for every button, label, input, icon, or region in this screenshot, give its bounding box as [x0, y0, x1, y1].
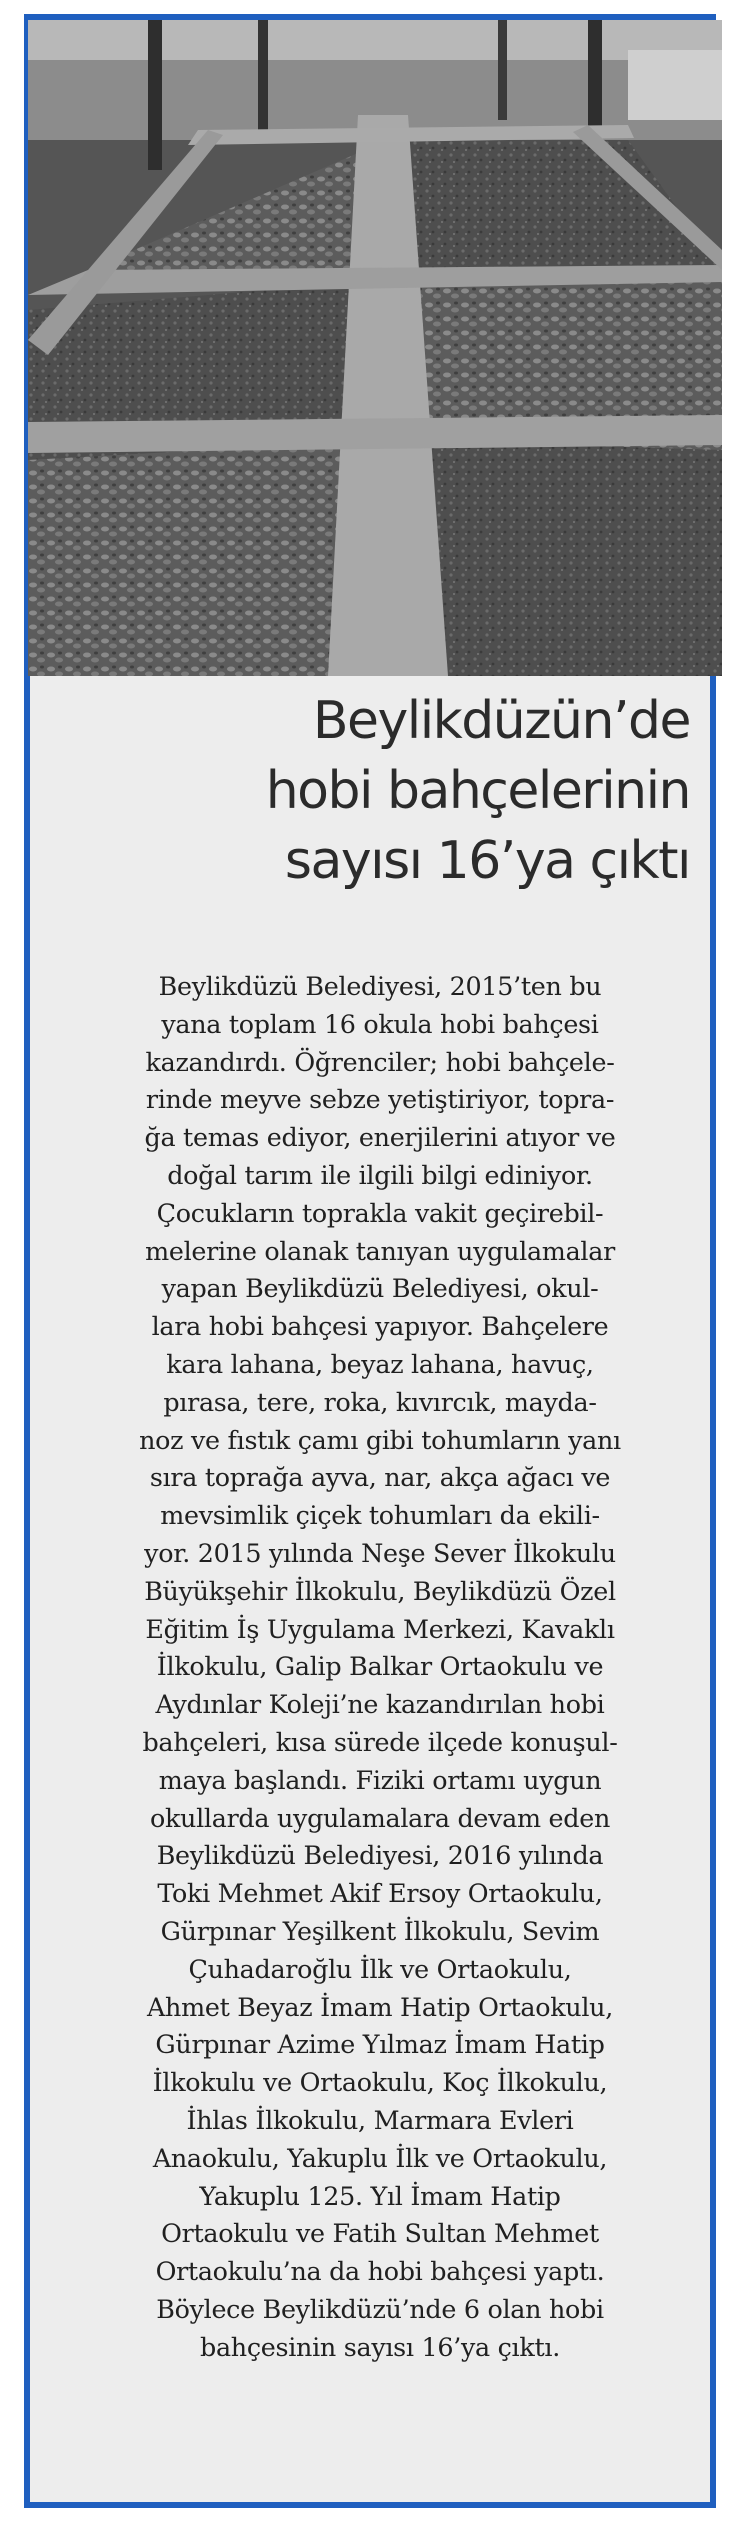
article-line: Eğitim İş Uygulama Merkezi, Kavaklı — [145, 1613, 615, 1644]
article-line: melerine olanak tanıyan uygulamalar — [145, 1235, 615, 1266]
article-line: Gürpınar Yeşilkent İlkokulu, Sevim — [160, 1915, 600, 1946]
article-line: Ortaokulu’na da hobi bahçesi yaptı. — [155, 2256, 605, 2287]
headline-line-1: Beylikdüzün’de — [312, 691, 690, 751]
article-line: mevsimlik çiçek tohumları da ekili- — [160, 1500, 600, 1531]
article-line: yapan Beylikdüzü Belediyesi, okul- — [161, 1273, 599, 1304]
article-line: Beylikdüzü Belediyesi, 2016 yılında — [156, 1840, 604, 1871]
article-line: bahçesinin sayısı 16’ya çıktı. — [200, 2331, 560, 2362]
article-line: ğa temas ediyor, enerjilerini atıyor ve — [144, 1122, 616, 1153]
article-body — [60, 968, 700, 2366]
article-line: Böylece Beylikdüzü’nde 6 olan hobi — [156, 2293, 604, 2324]
article-line: Gürpınar Azime Yılmaz İmam Hatip — [155, 2029, 605, 2060]
article-line: Aydınlar Koleji’ne kazandırılan hobi — [155, 1689, 605, 1720]
article-line: Beylikdüzü Belediyesi, 2015’ten bu — [158, 971, 602, 1001]
article-line: noz ve fıstık çamı gibi tohumların yanı — [139, 1424, 621, 1455]
garden-photo-image — [28, 20, 722, 676]
article-line: Çocukların toprakla vakit geçirebil- — [156, 1197, 604, 1228]
article-line: yor. 2015 yılında Neşe Sever İlkokulu — [144, 1537, 616, 1568]
article-line: Anaokulu, Yakuplu İlk ve Ortaokulu, — [152, 2142, 608, 2173]
article-line: maya başlandı. Fiziki ortamı uygun — [158, 1764, 602, 1795]
article-line: kara lahana, beyaz lahana, havuç, — [166, 1348, 594, 1379]
article-line: pırasa, tere, roka, kıvırcık, mayda- — [163, 1386, 597, 1417]
article-line: kazandırdı. Öğrenciler; hobi bahçele- — [145, 1046, 615, 1077]
article-line: sıra toprağa ayva, nar, akça ağacı ve — [149, 1462, 611, 1493]
article-line: Ortaokulu ve Fatih Sultan Mehmet — [161, 2218, 599, 2249]
article-line: okullarda uygulamalara devam eden — [149, 1802, 611, 1833]
garden-photo — [28, 20, 722, 676]
article-line: bahçeleri, kısa sürede ilçede konuşul- — [142, 1726, 618, 1757]
headline-line-3: sayısı 16’ya çıktı — [284, 831, 690, 891]
article-line: Toki Mehmet Akif Ersoy Ortaokulu, — [157, 1878, 603, 1909]
article-line: lara hobi bahçesi yapıyor. Bahçelere — [151, 1311, 609, 1342]
article-line: İlkokulu, Galip Balkar Ortaokulu ve — [156, 1651, 604, 1682]
article-line: doğal tarım ile ilgili bilgi ediniyor. — [167, 1159, 593, 1190]
article-line: Çuhadaroğlu İlk ve Ortaokulu, — [188, 1953, 572, 1984]
article-line: İlkokulu ve Ortaokulu, Koç İlkokulu, — [152, 2067, 608, 2098]
article-line: İhlas İlkokulu, Marmara Evleri — [186, 2104, 574, 2135]
article-line: yana toplam 16 okula hobi bahçesi — [161, 1008, 599, 1039]
headline-line-2: hobi bahçelerinin — [265, 761, 690, 821]
article-line: Yakuplu 125. Yıl İmam Hatip — [199, 2180, 561, 2211]
article-line: rinde meyve sebze yetiştiriyor, topra- — [145, 1084, 615, 1115]
article-line: Büyükşehir İlkokulu, Beylikdüzü Özel — [144, 1575, 616, 1606]
article-line: Ahmet Beyaz İmam Hatip Ortaokulu, — [147, 1991, 613, 2022]
